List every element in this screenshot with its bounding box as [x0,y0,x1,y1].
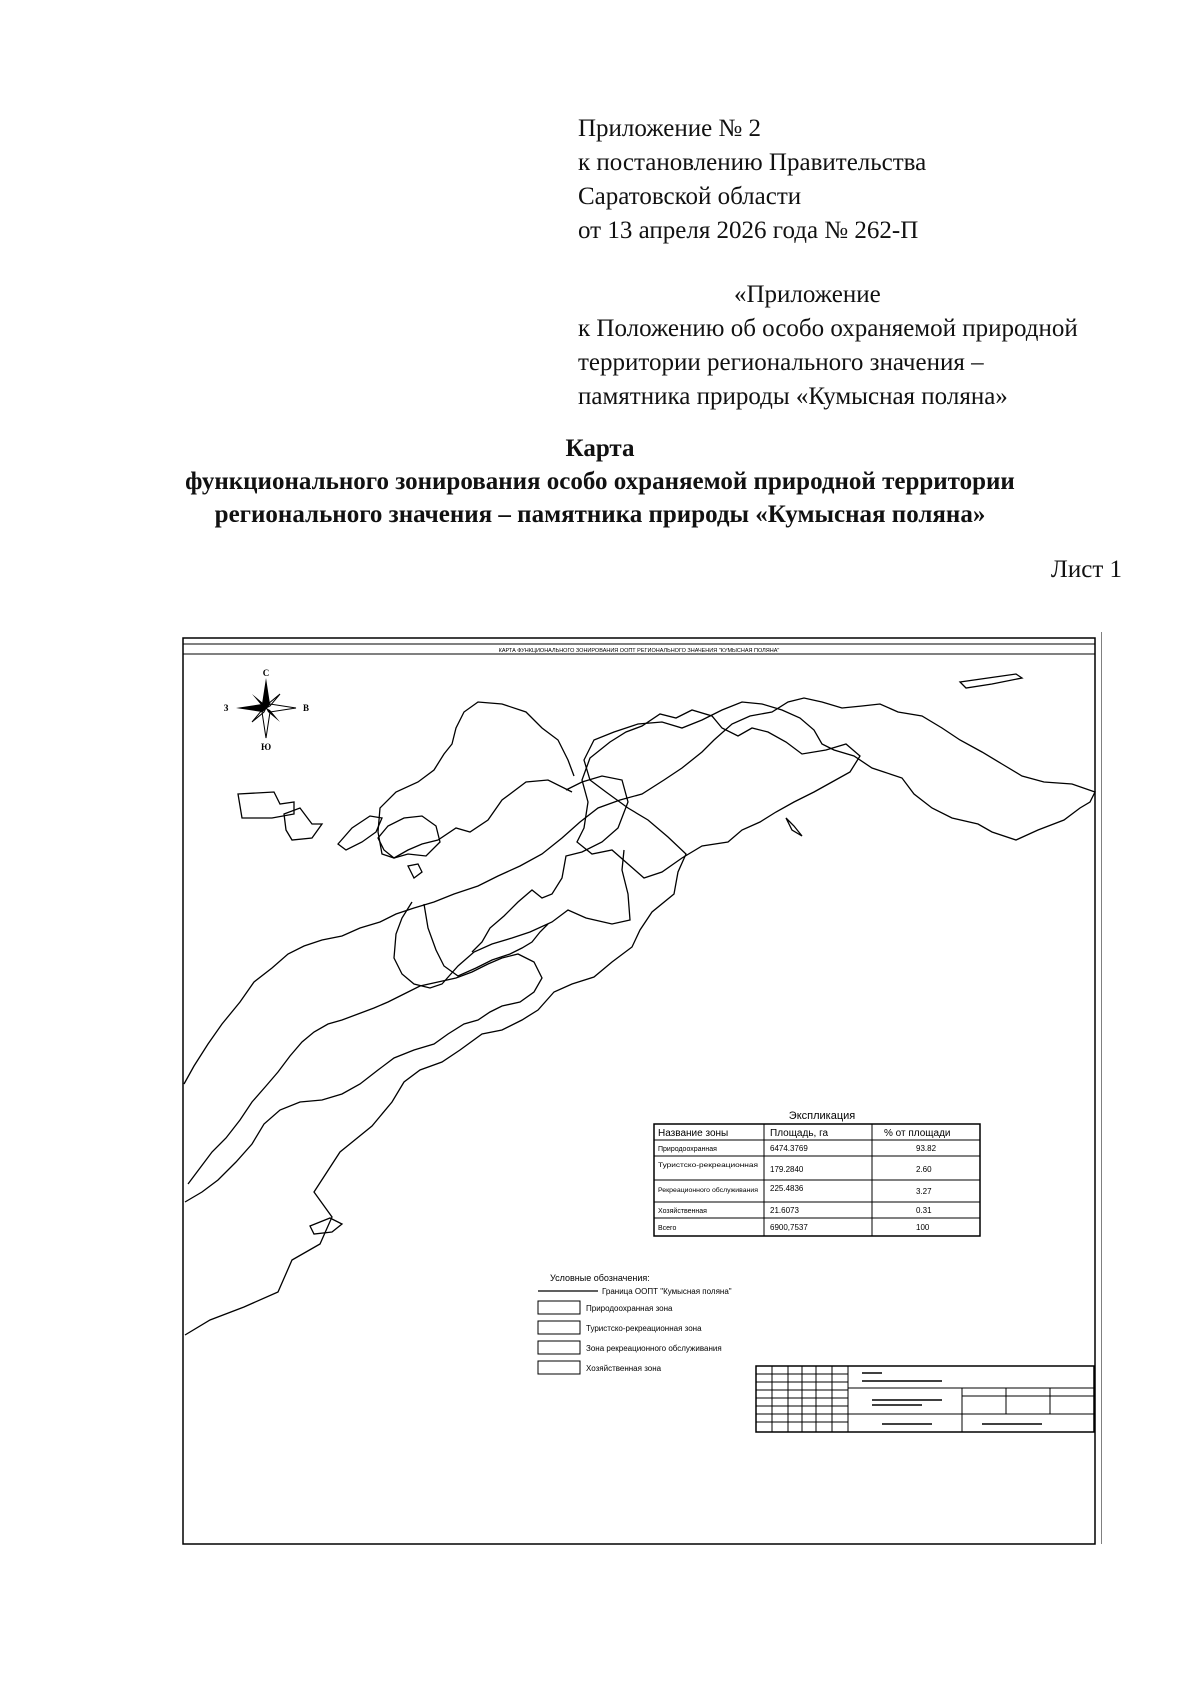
legend-swatch [538,1341,580,1354]
appendix-inner-line: «Приложение [734,281,881,308]
legend-title: Условные обозначения: [550,1273,650,1283]
zone-name: Рекреационного обслуживания [658,1188,758,1194]
appendix-inner-line: территории регионального значения – [578,349,984,376]
island-8 [408,864,422,878]
appendix-line: Саратовской области [578,183,802,210]
map-drawing [182,632,1102,1582]
appendix-line: к постановлению Правительства [578,149,927,176]
zone-percent: 3.27 [916,1187,932,1196]
island-3 [338,816,382,850]
appendix-inner-line: памятника природы «Кумысная поляна» [578,383,1008,410]
compass-s-label: Ю [260,742,272,752]
legend-swatch [538,1321,580,1334]
zone-percent: 100 [916,1223,930,1232]
zone-percent: 93.82 [916,1144,937,1153]
col-header: Название зоны [658,1128,729,1139]
zone-area: 179.2840 [770,1165,804,1174]
col-header: Площадь, га [770,1128,829,1139]
legend-item: Туристско-рекреационная зона [586,1324,702,1333]
zoning-map [182,632,1102,1582]
col-header: % от площади [884,1128,951,1139]
appendix-inner-block [578,278,1078,414]
zone-percent: 2.60 [916,1165,932,1174]
zone-area: 225.4836 [770,1184,804,1193]
map-frame [183,638,1095,1544]
legend-item: Природоохранная зона [586,1304,673,1313]
document-title [0,432,1200,531]
zone-name: Хозяйственная [658,1208,707,1215]
title-line: Карта [565,435,635,462]
west-lobe-boundary [394,850,630,988]
explication-grid [654,1124,980,1236]
legend [538,1273,732,1374]
main-territory-boundary [184,698,1095,1335]
zone-name: Всего [658,1225,677,1232]
island-1 [238,792,294,818]
island-4 [378,816,440,858]
sheet-label: Лист 1 [1050,556,1122,583]
island-2 [284,808,322,840]
map-header: КАРТА ФУНКЦИОНАЛЬНОГО ЗОНИРОВАНИЯ ООПТ РЕГИОНАЛЬНОГО ЗНАЧЕНИЯ "КУМЫСНАЯ ПОЛЯНА" [498,648,780,654]
zone-percent: 0.31 [916,1206,932,1215]
island-5 [960,674,1022,688]
island-7 [786,818,802,836]
zone-area: 6474.3769 [770,1144,808,1153]
appendix-line: от 13 апреля 2026 года № 262-П [578,217,919,244]
appendix-inner-line: к Положению об особо охраняемой природной [578,315,1078,342]
legend-item: Хозяйственная зона [586,1364,662,1373]
explication-title: Экспликация [788,1110,856,1122]
compass-w-label: З [223,703,229,713]
compass-e-label: В [302,703,310,713]
compass-rose [224,668,309,752]
title-line: функционального зонирования особо охраняемой природной территории [185,468,1015,495]
legend-item: Зона рекреационного обслуживания [586,1344,722,1353]
zone-area: 21.6073 [770,1206,799,1215]
legend-swatch [538,1301,580,1314]
zone-name: Туристско-рекреационная [658,1163,758,1169]
appendix-line: Приложение № 2 [578,115,762,142]
explication [654,1110,980,1236]
title-block [756,1366,1094,1432]
southwest-arm-boundary [185,954,542,1202]
title-line: регионального значения – памятника природы «Кумысная поляна» [214,501,986,528]
compass-n-label: С [262,668,270,678]
legend-item: Граница ООПТ "Кумысная поляна" [602,1287,732,1296]
appendix-block [578,112,926,248]
legend-swatch [538,1361,580,1374]
zone-area: 6900,7537 [770,1223,808,1232]
compass-se [266,708,280,722]
upper-central-boundary [472,776,628,952]
zone-name: Природоохранная [658,1146,717,1153]
upper-arm-boundary [378,702,574,858]
